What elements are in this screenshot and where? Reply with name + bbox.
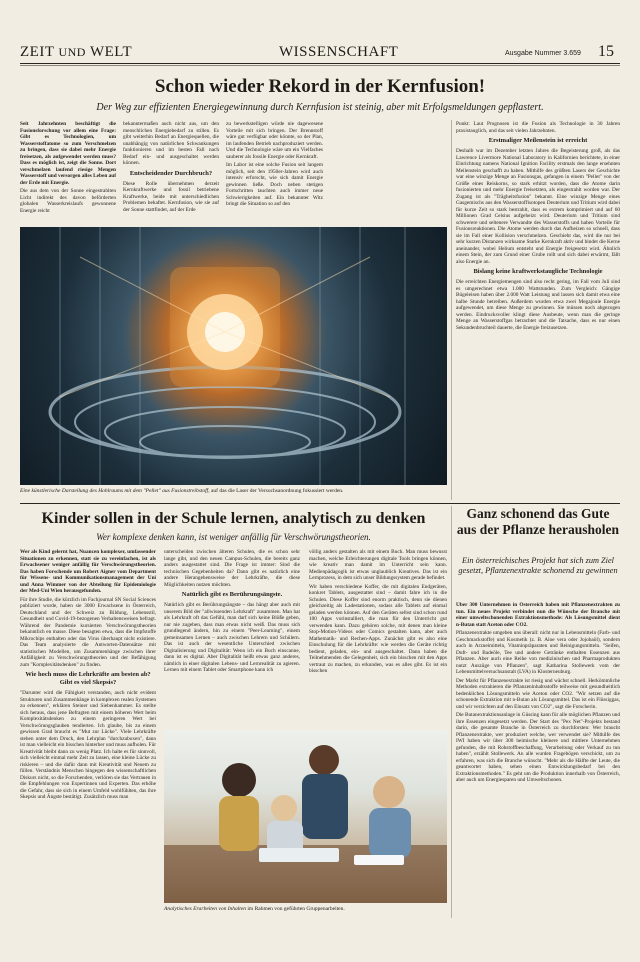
fusion-illustration bbox=[20, 227, 447, 485]
article2-col3-text2: Wir haben verschiedene Koffer, die mit digitalen Endgeräten, konkret Tablets, ausgestattet sind – damit fahre ich in die Schulen. Diese Koffer sind enorm praktisch, denn sie dienen gleichzeitig als Ladestationen, sodass alle Tablets auf einmal geladen werden können. Auf den Geräten selbst sind schon rund 100 Apps vorinstalliert, die man für den Unterricht gut verwenden kann. Dazu gehören solche, mit denen man kleine Stop-Motion-Videos oder Comics gestalten kann, aber auch Mathematik- und Rechen-Apps. Zunächst gibt es also eine Einschulung für die Lehrkräfte: wie werden die Geräte richtig bedient, geladen, ein- und ausgeschaltet. Dann haben die Teilnehmenden die Gelegenheit, sich ein bisschen mit den Apps vertraut zu machen, zu erkunden, was es alles gibt. Es ist ein bisschen bbox=[309, 583, 447, 674]
article1-col1 bbox=[20, 121, 116, 225]
article3-headline: Ganz schonend das Gute aus der Pflanze herausholen bbox=[456, 506, 620, 537]
article2-col3 bbox=[309, 549, 447, 727]
article2-col1 bbox=[20, 549, 156, 915]
classroom-image bbox=[164, 730, 447, 903]
article1-crosshead-3: Bislang keine kraftwerkstaugliche Technologie bbox=[473, 268, 603, 275]
section-word-1: ZEIT bbox=[20, 44, 55, 60]
column-divider-bottom bbox=[451, 506, 452, 918]
article1-col2 bbox=[123, 121, 219, 225]
header-rule bbox=[20, 63, 620, 64]
issue-number: Ausgabe Nummer 3.659 bbox=[505, 50, 581, 57]
article1-col3 bbox=[226, 121, 323, 225]
classroom-caption-b: im Rahmen von geführten Gruppenarbeiten. bbox=[247, 906, 345, 912]
header-rule-thin bbox=[20, 65, 620, 66]
article3-text2: Der Markt für Pflanzenextrakte ist riesig und wächst schnell. Herkömmliche Methoden extrahieren die Pflanzeninhaltsstoffe teilweise mit gesundheitlich bedenklichen Lösungsmitteln wie Aceton oder CO2. "Wir setzen auf die schonende Extraktion mit n-Butan als Lösungsmittel. Das ist ein Flüssiggas, und wir verzichten auf den Einsatz von CO2", sagt die Forscherin. bbox=[456, 677, 620, 710]
article1-col3-text: zu bewerkstelligen würde nie dagewesene Vorteile mit sich bringen. Der Brennstoff wäre gut verfügbar oder könnte, so der Plan, im laufenden Betrieb nachproduziert werden. Und die Technologie wäre um ein Vielfaches sauberer als fossile Energie oder Kernkraft. bbox=[226, 121, 323, 160]
ressort-title: WISSENSCHAFT bbox=[279, 44, 399, 60]
masthead bbox=[20, 42, 620, 64]
article2-col3-text: völlig anders gestalten als mit einem Buch. Man muss bewusst machen, welche Erleichterungen digitale Tools bringen können, wie kreativ man damit im Unterricht sein kann. Medienpädagogik ist etwas unglaublich Kreatives. Das ist ein Lernprozess, in dem sich unser Bildungssystem gerade befindet. bbox=[309, 549, 447, 581]
section-word-3: WELT bbox=[89, 44, 133, 60]
article2-col2 bbox=[164, 549, 300, 727]
section-word-2: UND bbox=[58, 45, 86, 59]
article1-headline: Schon wieder Rekord in der Kernfusion! bbox=[154, 76, 486, 97]
article1-col3-text2: Im Labor ist eine solche Fusion seit langem möglich, seit den 1950er-Jahren wird auch intensiv erforscht, wie sich damit Energie gewinnen ließe. Doch neben stetigen Fortschritten tauchten auch immer neue Schwierigkeiten auf. Ein bekannter Witz bringt die Situation so auf den bbox=[226, 162, 323, 207]
article3-body bbox=[456, 602, 620, 916]
article2-subhead: Wer komplexe denken kann, ist weniger anfällig für Verschwörungstheorien. bbox=[96, 532, 371, 542]
article1-col4 bbox=[456, 121, 620, 499]
column-divider-top bbox=[451, 120, 452, 500]
fusion-reactor-image bbox=[20, 227, 447, 485]
classroom-illustration bbox=[164, 730, 447, 903]
section-divider bbox=[20, 503, 620, 504]
article2-col1-text2: "Darunter wird die Fähigkeit verstanden, auch nicht evident Strukturen und Zusammenhänge in komplexen realen Systemen zu erkennen", erklären Steiner und Siebenhammer. Es stellte sich heraus, dass jene Befragten mit einem höheren Wert beim Komplexitätsdenken zu einem geringeren Wert bei Verschwörungsglauben tendierten. Ich glaube, bis zu einem gewissen Grad braucht es "Mut zur Lücke". Viele Lehrkräfte stehen unter dem Druck, den Lehrplan "durchzuboxen", dann ist man vielleicht ein bisschen hinterher und muss aufholen. Für Kreativität bleibt dann zu wenig Platz. Ich halte es für sinnvoll, sich vielleicht einmal mehr Zeit zu lassen, eine kleine Lücke zu riskieren – und die dafür dann mit Kreativität und Neuem zu füllen. Verständnis Menschen hingegen den wissenschaftlichen Diskurs nicht, so die Forschenden, verlören sie das Vertrauen in die Empfehlungen von Expertinnen und Experten. Das erhöhe die Gefahr, dass sie sich in einem Umfeld wohlfühlten, das ihre Skepsis und Ängste bestätigt. Zusätzlich muss man bbox=[20, 690, 156, 800]
article1-crosshead-2: Erstmaliger Meilenstein ist erreicht bbox=[488, 137, 588, 144]
article2-col2-text2: Natürlich gibt es Berührungsängste – das hängt aber auch mit unserem Bild der "allwissenden Lehrkraft" zusammen. Man hat als Lehrkraft oft das Gefühl, man darf sich keine Blöße geben, nur nie zugeben, dass man etwas nicht weiß. Das muss sich grundlegend ändern, hin zu einem "Peer-Learning", einem gemeinsamen Lernen – auch zwischen Lehrern und Schülern. Das ist auch der wesentliche Unterschied zwischen Digitalisierung und Digitalität: Wenn ich ein Buch einscanne, dann ist es digital. Aber Digitalität heißt etwas ganz anderes, nämlich in einer digitalen Lebens- und Lernrealität zu agieren. Lernen mit einem Tablet oder Smartphone kann ich bbox=[164, 602, 300, 673]
article1-col4-text2: Deshalb war im Dezember letzten Jahres die Begeisterung groß, als das Lawrence Livermore National Laboratory in Kalifornien berichtete, in einer Einrichtung namens National Ignition Facility erstmals den lange ersehnten Meilenstein geschafft zu haben. Mithilfe des größten Lasers der Geschichte war eine winzige Menge an Fusionsgas, gefangen in einem "Pellet" von der Größe eines Reiskorns, so stark erhitzt worden, dass die Atome darin fusionierten und mehr Energie freisetzten, als eingestrahlt worden war. Der Zugang ist als "Trägheitsfusion" bekannt. Eine winzige Menge eines Gasgemischs aus den Wasserstoffisotopen Deuterium und Tritium wird dabei für kurze Zeit so stark bestrahlt, dass es extrem komprimiert und auf 60 Millionen Grad Celsius aufgeheizt wird. Deuterium und Tritium sind schwerere und seltenere Verwandte des Wasserstoffs und haben Vorteile für Fusionsreaktionen. Die Atome werden durch das Aufheizen so schnell, dass sie im Fall einer Kollision verschmelzen. Geschieht das, wird die nur bei sehr kurzen Distanzen wirksame Starke Kernkraft aktiv und bindet die Kerne aneinander, wobei Helium entsteht und Energie freigesetzt wird. Ähnlich einem Stein, der zum Grund einer Grube rollt und sich dabei erwärmt, fällt also Energie an. bbox=[456, 148, 620, 265]
article1-subhead: Der Weg zur effizienten Energiegewinnung durch Kernfusion ist steinig, aber mit Erfolgsmeldungen gepflastert. bbox=[96, 102, 544, 113]
fusion-caption-a: Eine künstlerische Darstellung des Hohlraums mit dem "Pellet" aus Fusionstreibstoff, bbox=[20, 488, 210, 494]
article1-col1-text: Die aus dem von der Sonne eingestrahlten Licht indirekt des davon beförderten globalen Wasserkreislaufs gewonnene Energie reicht bbox=[20, 188, 116, 214]
article2-col2-text: unterscheiden zwischen älteren Schulen, die es schon sehr lange gibt, und den neuen Campus-Schulen, die bereits ganz anders ausgestattet sind. Die Frage ist immer: Sind die technischen Gegebenheiten da? Dann gibt es natürlich eine andere Herangehensweise der Lehrkräfte, die diese Möglichkeiten nutzen möchten. bbox=[164, 549, 300, 588]
article3-subhead: Ein österreichisches Projekt hat sich zum Ziel gesetzt, Pflanzenextrakte schonend zu gewinnen bbox=[458, 556, 618, 575]
article2-headline: Kinder sollen in der Schule lernen, analytisch zu denken bbox=[41, 510, 426, 527]
page-number: 15 bbox=[598, 43, 614, 60]
article2-lead: Wer als Kind gelernt hat, Nuancen komplexer, umfassender Situationen zu erkennen, statt sie zu vereinfachen, ist als Erwachsener weniger anfällig für Verschwörungstheorien. Das haben Forschende um Robert Aigner vom Department für Wissens- und Kommunikationsmanagement der Uni und Anna Wimmer von der Abteilung für Epidemiologie der Med-Uni Wien herausgefunden. bbox=[20, 549, 156, 594]
article1-lead: Seit Jahrzehnten beschäftigt die Fusionsforschung vor allem eine Frage: Gibt es Technologien, um Wasserstoffatome so zum Verschmelzen zu bringen, dass sie dabei mehr Energie freisetzen, als aufgewendet werden muss? Dass es möglich ist, zeigt die Sonne. Dort verschmelzen laufend riesige Mengen Wasserstoff und versorgen alles Leben auf der Erde mit Energie. bbox=[20, 121, 116, 186]
article3-lead: Über 300 Unternehmen in Österreich haben mit Pflanzenextrakten zu tun. Ein neues Projekt verbindet nun die Wünsche der Branche mit einer umweltschonenden Extraktionsmethode: Als Lösungsmittel dient n-Butan statt Aceton oder CO2. bbox=[456, 602, 620, 628]
article1-col4-text3: Die erreichten Energiemengen sind also recht gering, im Fall vom Juli sind es umgerechnet etwa 1.000 Wattstunden. Zum Vergleich: Gängige Bügeleisen haben über 2.000 Watt Leistung und lassen sich damit etwa eine halbe Stunde betreiben. Außerdem wurden etwa zwei Megajoule Energie aufgewendet, um diese Menge zu gewinnen. Sie müssen noch abgezogen werden. Eindrucksvoller klingt diese Ausbeute, wenn man die geringe Menge an Wasserstoffgas betrachtet und die Tatsache, dass es nur einen Sekundenbruchteil dauerte, die Energie freizusetzen. bbox=[456, 279, 620, 331]
article2-col1-text: Für ihre Studie, die kürzlich im Fachjournal SN Social Sciences publiziert wurde, haben sie 3000 Erwachsene in Österreich, Deutschland und der Schweiz zu Bildung, Lebensstil, Gesundheit und Covid-19-bezogenen Verhaltensweisen befragt. Während der Pandemie kursierten Verschwörungstheorien bekanntlich en masse. Diese besagten etwa, dass die Impfstoffe Mikrochips enthalten oder das Virus überhaupt nicht existiere. Das Team analysierte die Antworten-Datensätze mit statistischen Modellen, um Zusammenhänge zwischen ihrer Anfälligkeit zu Verschwörungstheorien und der Befähigung zum "Komplexitätsdenken" zu finden. bbox=[20, 596, 156, 668]
article1-col2-text: bekanntermaßen auch nicht aus, um den menschlichen Energiebedarf zu stillen. Es gibt weiterhin Bedarf an Energiequellen, die unabhängig von natürlichen Schwankungen funktionieren und im besten Fall nach Bedarf ein- und ausgeschaltet werden können. bbox=[123, 121, 219, 166]
article2-crosshead-2: Natürlich gibt es Berührungsängste. bbox=[181, 591, 283, 598]
article2-crosshead-1: Wie hoch muss die Lehrkräfte am besten ab? Gibt es viel Skepsis? bbox=[25, 671, 151, 686]
classroom-caption-a: Analytisches Erarbeiten von Inhalten bbox=[164, 906, 247, 912]
article3-text: Pflanzenextrakte umgeben uns überall: nicht nur in Lebensmitteln (Farb- und Geschmackstoffe) und Kosmetik (z. B. Aloe vera oder Jojobaöl), sondern auch in Arzneimitteln, Vitaminpräparaten und Reinigungsmitteln. "Seifen, Duft- und Badeöle, Tee und andere Getränke enthalten Essenzen aus Pflanzen. Aber auch eine Reihe von medizinischen und Pharmaprodukten nutzt Auszüge von Pflanzen", sagt Katharina Stollewerk vom der Lebensmittelversuchsanstalt (LVA) in Klosterneuburg. bbox=[456, 630, 620, 675]
article1-crosshead-1: Entscheidender Durchbruch? bbox=[129, 169, 213, 177]
article3-text3: Die Butanextraktionsanlage in Güssing kann für alle möglichen Pflanzen und ihre Essenzen eingesetzt werden. Der Start des "Pex Net"-Projekts bestand darin, die gesamte Branche in Österreich zu durchforsten: Wer braucht Pflanzenextrakte, wer produziert welche, wer verwendet sie? Mithilfe des IWI haben wir über 300 heimische kleinere und mittlere Unternehmen gefunden, die mit Rohstoffbeschaffung, Verarbeitung oder Verkauf zu tun haben", erzählt Stollewerk. An alle wurden Fragebögen verschickt, um zu erfahren, was sich die Branche wünscht. "Mehr als die Hälfte der Leute, die geantwortet haben, sehen einen Entwicklungsbedarf bei den Extraktionsmethoden." Es geht um die Produktion innerhalb von Österreich, aber auch um Energiesparen und Umweltschonen. bbox=[456, 712, 620, 783]
classroom-image-caption bbox=[164, 906, 447, 913]
section-name bbox=[20, 44, 132, 61]
fusion-caption-b: auf das die Laser der Versuchsanordnung fokussiert werden. bbox=[210, 488, 344, 494]
fusion-image-caption bbox=[20, 488, 447, 495]
article1-col4-text: Punkt: Laut Prognosen ist die Fusion als Technologie in 30 Jahren praxistauglich, und das seit vielen Jahrzehnten. bbox=[456, 121, 620, 134]
article1-col2-text2: Diese Rolle übernehmen derzeit Kernkraftwerke und fossil betriebene Kraftwerke, beide mit unterschiedlichen Problemen behaftet. Kernfusion, wie sie auf der Sonne stattfindet, auf der Erde bbox=[123, 180, 219, 213]
